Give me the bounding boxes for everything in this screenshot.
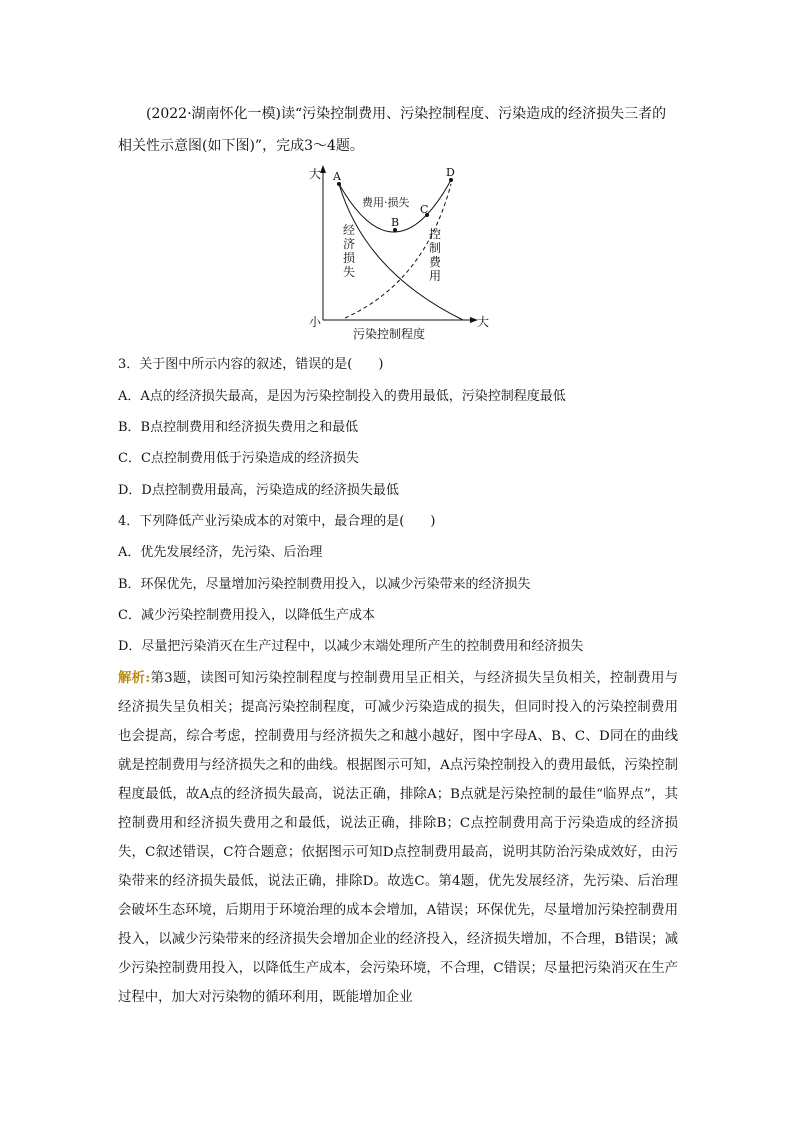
question-4-option-c: C．减少污染控制费用投入，以降低生产成本 bbox=[118, 608, 375, 623]
economic-loss-label-char-3: 损 bbox=[343, 251, 356, 265]
point-c-label: C bbox=[420, 203, 429, 216]
y-axis-bottom-label: 小 bbox=[309, 315, 322, 329]
control-cost-label-char-2: 制 bbox=[429, 241, 442, 255]
question-3-option-c: C．C点控制费用低于污染造成的经济损失 bbox=[118, 451, 359, 466]
question-4-option-a: A．优先发展经济，先污染、后治理 bbox=[118, 545, 323, 560]
point-b-label: B bbox=[391, 216, 400, 229]
analysis-text: 第3题，读图可知污染控制程度与控制费用呈正相关，与经济损失呈负相关，控制费用与经济损失呈负相关；提高污染控制程度，可减少污染造成的损失，但同时投入的污染控制费用也会提高，综合考虑，控制费用与经济损失之和越小越好，图中字母A、B、C、D同在的曲线就是控制费用与经济损失之和的曲线。根据图示可知，A点污染控制投入的费用最低，污染控制程度最低，故A点的经济损失最高，说法正确，排除A；B点就是污染控制的最佳“临界点”，其控制费用和经济损失费用之和最低，说法正确，排除B；C点控制费用高于污染造成的经济损失，C叙述错误，C符合题意；依据图示可知D点控制费用最高，说明其防治污染成效好，由污染带来的经济损失最低，说法正确，排除D。故选C。第4题，优先发展经济，先污染、后治理会破坏生态环境，后期用于环境治理的成本会增加，A错误；环保优先，尽量增加污染控制费用投入，以减少污染带来的经济损失会增加企业的经济投入，经济损失增加，不合理，B错误；减少污染控制费用投入，以降低生产成本，会污染环境，不合理，C错误；尽量把污染消灭在生产过程中，加大对污染物的循环利用，既能增加企业 bbox=[118, 671, 678, 1005]
economic-loss-label-char-1: 经 bbox=[343, 223, 356, 237]
question-3-option-a: A．A点的经济损失最高，是因为污染控制投入的费用最低，污染控制程度最低 bbox=[118, 389, 566, 404]
point-d-label: D bbox=[446, 166, 455, 179]
question-4-option-d: D．尽量把污染消灭在生产过程中，以减少末端处理所产生的控制费用和经济损失 bbox=[118, 639, 584, 654]
cost-loss-sum-label: 费用·损失 bbox=[362, 196, 410, 209]
x-axis-label: 污染控制程度 bbox=[353, 327, 426, 341]
correlation-diagram-svg bbox=[305, 162, 495, 344]
analysis-label: 解析: bbox=[118, 670, 151, 686]
economic-loss-label-char-4: 失 bbox=[343, 265, 356, 279]
correlation-diagram bbox=[305, 162, 495, 344]
economic-loss-label-char-2: 济 bbox=[343, 237, 356, 251]
question-3-stem: 3．关于图中所示内容的叙述，错误的是( ) bbox=[118, 357, 384, 372]
question-3-option-b: B．B点控制费用和经济损失费用之和最低 bbox=[118, 420, 359, 435]
analysis-paragraph bbox=[118, 664, 678, 1012]
x-axis-right-label: 大 bbox=[477, 315, 490, 329]
control-cost-label-char-1: 控 bbox=[429, 227, 442, 241]
question-4-stem: 4．下列降低产业污染成本的对策中，最合理的是( ) bbox=[118, 514, 436, 529]
control-cost-label-char-3: 费 bbox=[429, 255, 442, 269]
point-a-label: A bbox=[333, 170, 341, 183]
control-cost-label-char-4: 用 bbox=[429, 269, 442, 283]
y-axis-top-label: 大 bbox=[309, 167, 322, 181]
question-4-option-b: B．环保优先，尽量增加污染控制费用投入，以减少污染带来的经济损失 bbox=[118, 577, 531, 592]
question-3-option-d: D．D点控制费用最高，污染造成的经济损失最低 bbox=[118, 483, 399, 498]
intro-paragraph: (2022·湖南怀化一模)读“污染控制费用、污染控制程度、污染造成的经济损失三者的相关性示意图(如下图)”，完成3～4题。 bbox=[118, 106, 667, 154]
